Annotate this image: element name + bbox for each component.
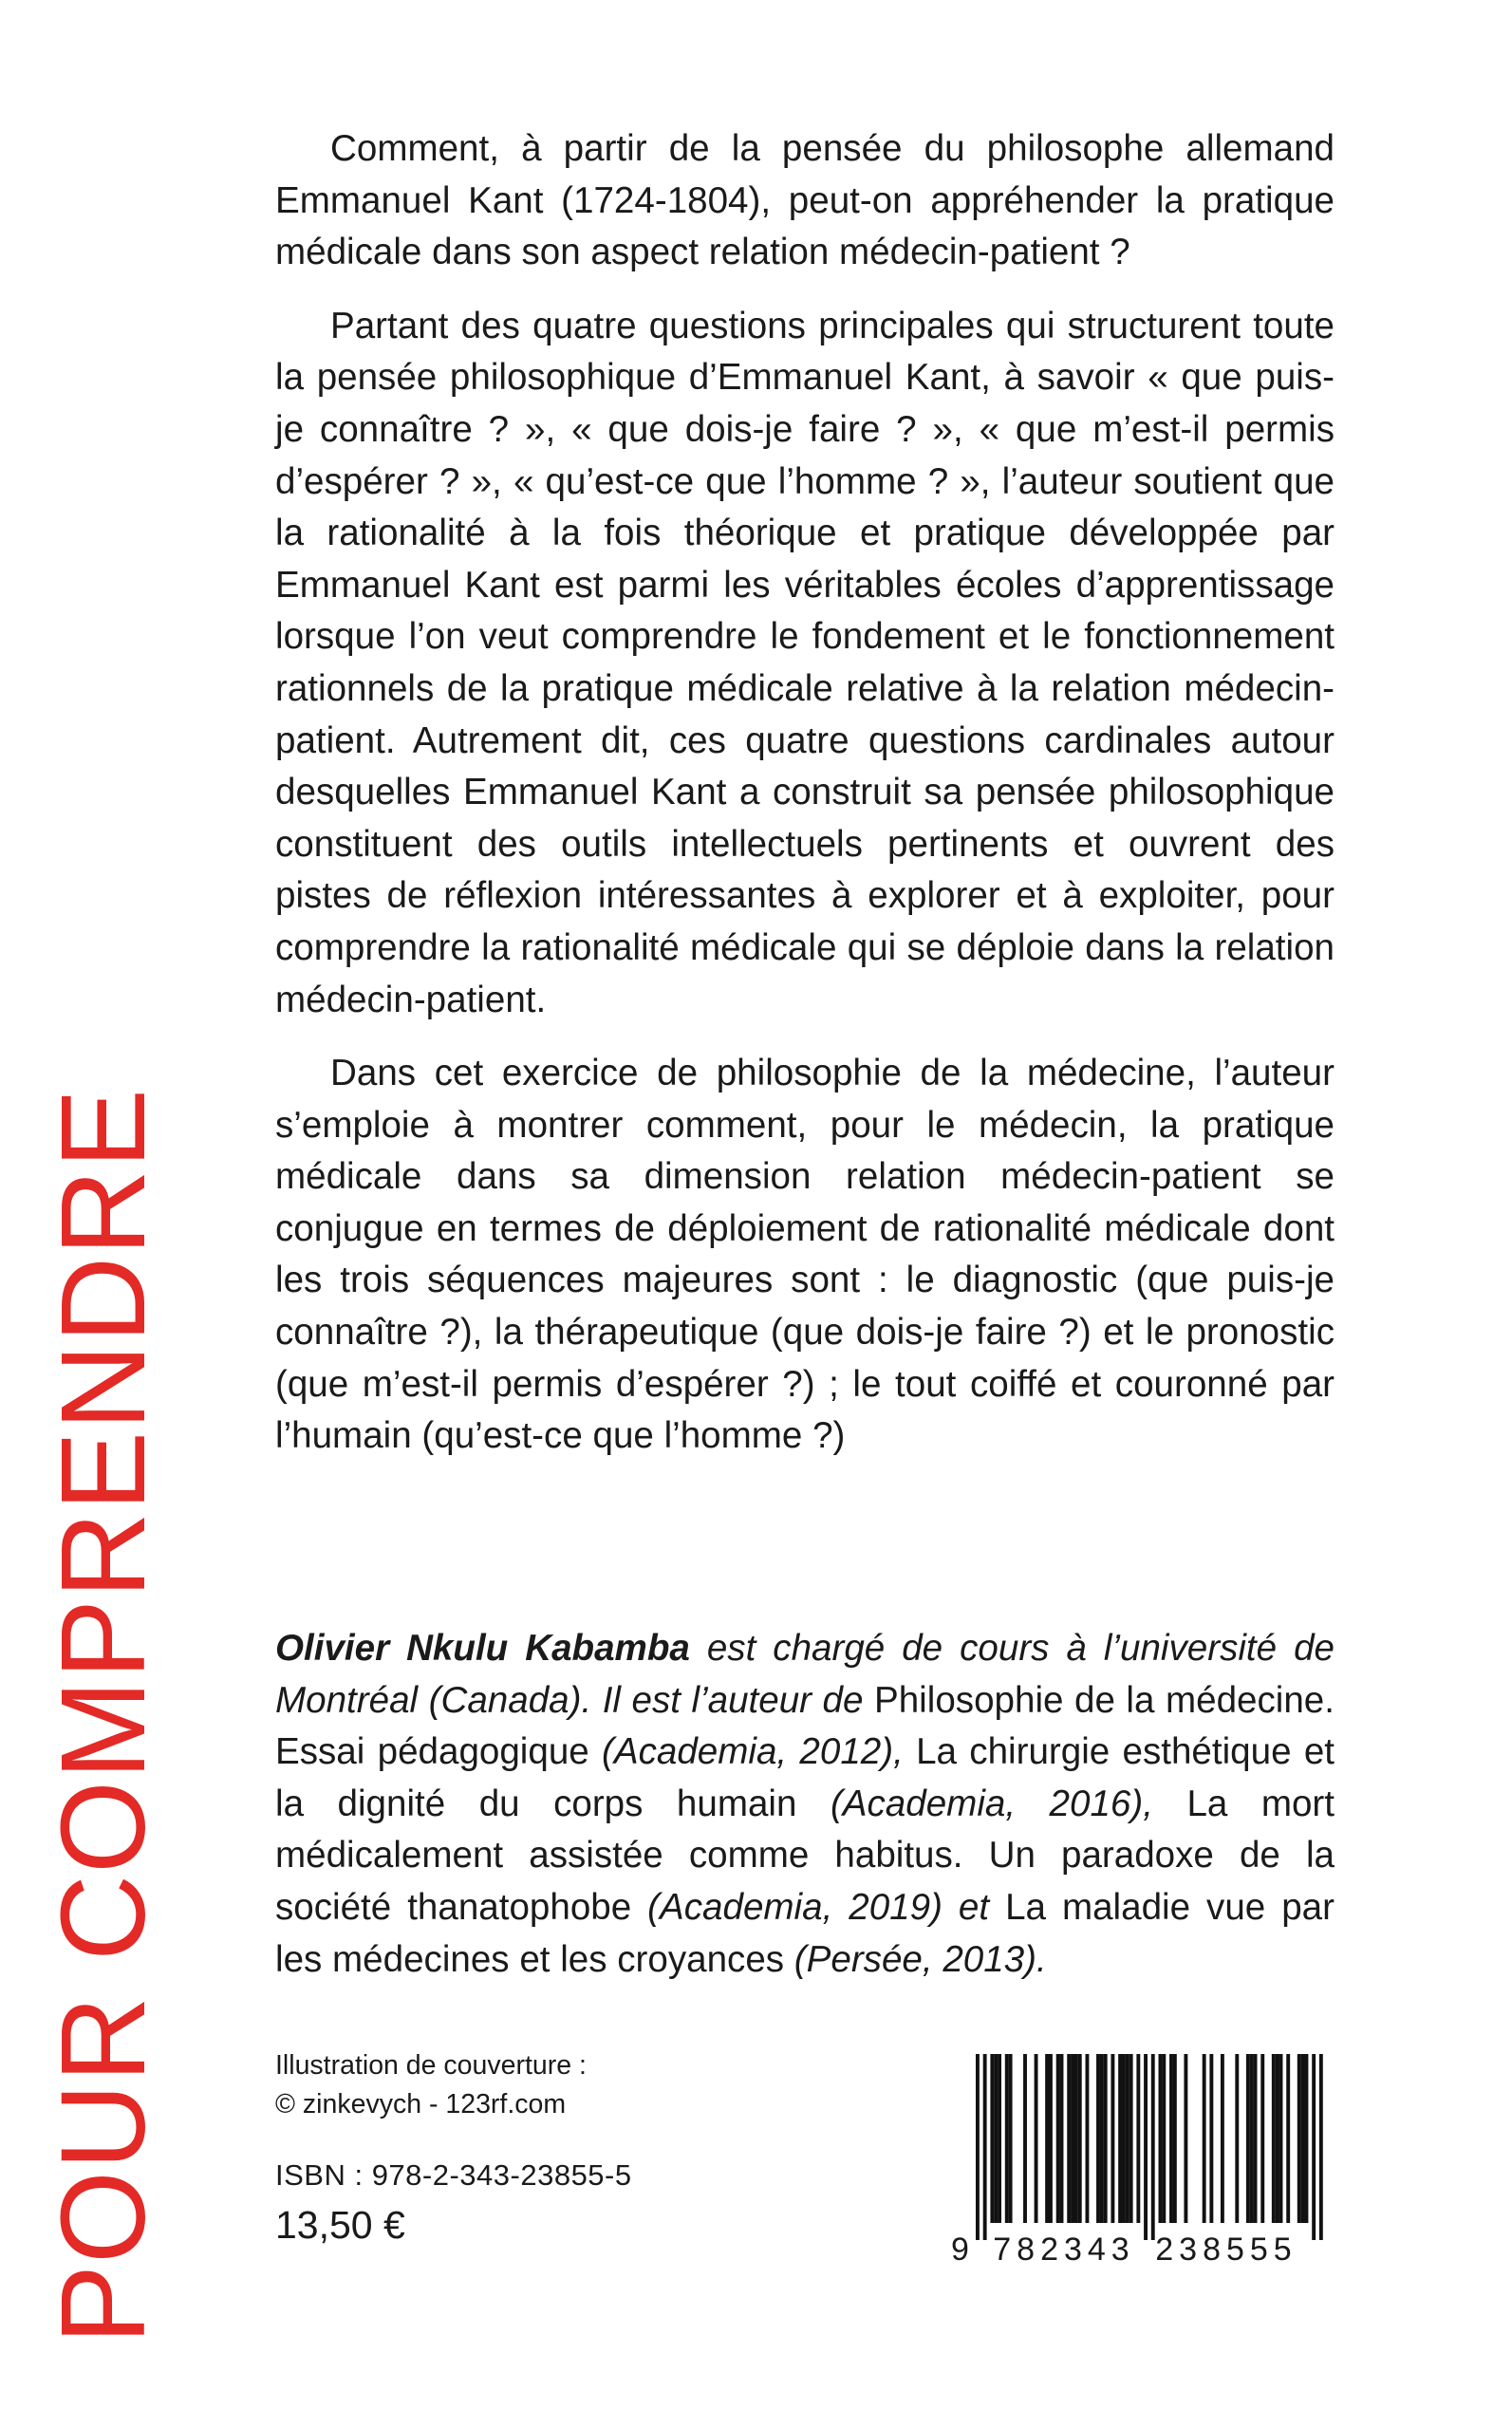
barcode-bar <box>1074 2054 1078 2223</box>
book-publisher-4: (Persée, 2013). <box>784 1938 1047 1980</box>
barcode-bar <box>1045 2054 1049 2223</box>
barcode-guard-bar <box>1151 2054 1155 2240</box>
barcode-right-digits: 238555 <box>1155 2232 1297 2268</box>
barcode-bar <box>1035 2054 1038 2223</box>
barcode-bar <box>1162 2054 1166 2223</box>
barcode-bar <box>1279 2054 1283 2223</box>
barcode-bar <box>1276 2054 1279 2223</box>
barcode-guard-bar <box>983 2054 987 2240</box>
author-bio <box>275 1623 1335 1986</box>
barcode-bar <box>1203 2054 1206 2223</box>
barcode-bar <box>1129 2054 1133 2223</box>
barcode-bar <box>1286 2054 1290 2223</box>
barcode-bar <box>1136 2054 1140 2223</box>
barcode-bar <box>1254 2054 1258 2223</box>
barcode-bar <box>994 2054 998 2223</box>
barcode-bar <box>1301 2054 1305 2223</box>
isbn: ISBN : 978-2-343-23855-5 <box>275 2158 632 2192</box>
barcode-bar <box>1169 2054 1173 2223</box>
book-title-2: La chirurgie esthétique et la dignité du corps humain <box>275 1731 1335 1824</box>
blurb-paragraph-3: Dans cet exercice de philosophie de la médecine, l’auteur s’emploie à montrer comment, pour le médecin, la pratique médicale dans sa dimension relation médecin-patient se conjugue en termes de déploiement de rationalité médicale dont les trois séquences majeures sont : le diagnostic (que puis-je connaître ?), la thérapeutique (que dois-je faire ?) et le pronostic (que m’est-il permis d’espérer ?) ; le tout coiffé et couronné par l’humain (qu’est-ce que l’homme ?) <box>275 1053 1335 1457</box>
barcode-bar <box>1060 2054 1064 2223</box>
cover-credits <box>275 2046 587 2124</box>
barcode-bar <box>1122 2054 1126 2223</box>
barcode-bar <box>1126 2054 1129 2223</box>
credits-label: Illustration de couverture : <box>275 2050 587 2081</box>
bio-intro: est chargé de cours à l’université de Montréal (Canada). Il est l’auteur de <box>275 1628 1335 1721</box>
barcode-bar <box>1067 2054 1071 2223</box>
book-publisher-1: (Academia, 2012), <box>588 1731 917 1773</box>
barcode-bar <box>1305 2054 1309 2223</box>
barcode-guard-bar <box>1319 2054 1323 2240</box>
author-name: Olivier Nkulu Kabamba <box>275 1628 690 1669</box>
blurb-paragraph-1: Comment, à partir de la pensée du philosophe allemand Emmanuel Kant (1724-1804), peut-on appréhender la pratique médicale dans son aspect relation médecin-patient ? <box>275 128 1335 273</box>
barcode-bar <box>1297 2054 1301 2223</box>
barcode-bar <box>990 2054 994 2223</box>
barcode-guard-bar <box>976 2054 980 2240</box>
barcode <box>949 2050 1338 2269</box>
blurb-paragraph-2: Partant des quatre questions principales qui structurent toute la pensée philosophique d’Emmanuel Kant, à savoir « que puis-je connaître ? », « que dois-je faire ? », « que m’est-il permis d’espérer ? », « qu’est-ce que l’homme ? », l’auteur soutient que la rationalité à la fois théorique et pratique développée par Emmanuel Kant est parmi les véritables écoles d’apprentissage lorsque l’on veut comprendre le fondement et le fonctionnement rationnels de la pratique médicale relative à la relation médecin-patient. Autrement dit, ces quatre questions cardinales autour desquelles Emmanuel Kant a construit sa pensée philosophique constituent des outils intellectuels pertinents et ouvrent des pistes de réflexion intéressantes à explorer et à exploiter, pour comprendre la rationalité médicale qui se déploie dans la relation médecin-patient. <box>275 305 1335 1020</box>
barcode-bar <box>1221 2054 1224 2223</box>
book-publisher-3: (Academia, 2019) et <box>631 1886 1006 1928</box>
book-title-1: Philosophie de la médecine. Essai pédagogique <box>275 1679 1335 1773</box>
barcode-bar <box>1071 2054 1074 2223</box>
barcode-bar <box>1111 2054 1114 2223</box>
barcode-bars <box>976 2054 1323 2240</box>
barcode-bar <box>1260 2054 1264 2223</box>
blurb <box>275 123 1335 1485</box>
barcode-guard-bar <box>1312 2054 1316 2240</box>
barcode-bar <box>1184 2054 1187 2223</box>
barcode-bar <box>998 2054 1001 2223</box>
barcode-first-digit: 9 <box>951 2232 969 2268</box>
barcode-bar <box>1100 2054 1104 2223</box>
book-publisher-2: (Academia, 2016), <box>796 1783 1187 1824</box>
barcode-bar <box>1096 2054 1100 2223</box>
barcode-bar <box>1049 2054 1053 2223</box>
barcode-bar <box>1173 2054 1177 2223</box>
barcode-left-digits: 782343 <box>993 2232 1135 2268</box>
credits-value: © zinkevych - 123rf.com <box>275 2089 567 2120</box>
barcode-bar <box>1246 2054 1250 2223</box>
barcode-bar <box>1009 2054 1013 2223</box>
barcode-graphic <box>949 2050 1338 2269</box>
book-title-4: La maladie vue par les médecines et les croyances <box>275 1886 1335 1980</box>
barcode-bar <box>1056 2054 1060 2223</box>
barcode-bar <box>1209 2054 1213 2223</box>
price: 13,50 € <box>275 2203 405 2247</box>
barcode-bar <box>1250 2054 1254 2223</box>
barcode-bar <box>1104 2054 1108 2223</box>
barcode-bar <box>1086 2054 1090 2223</box>
barcode-bar <box>1235 2054 1239 2223</box>
barcode-bar <box>1159 2054 1163 2223</box>
barcode-bar <box>1118 2054 1122 2223</box>
barcode-bar <box>1005 2054 1009 2223</box>
barcode-guard-bar <box>1144 2054 1148 2240</box>
series-title: POUR COMPRENDRE <box>36 1087 170 2344</box>
barcode-bar <box>1078 2054 1082 2223</box>
barcode-bar <box>1272 2054 1276 2223</box>
barcode-bar <box>1023 2054 1027 2223</box>
book-title-3: La mort médicalement assistée comme habitus. Un paradoxe de la société thanatophobe <box>275 1783 1335 1928</box>
